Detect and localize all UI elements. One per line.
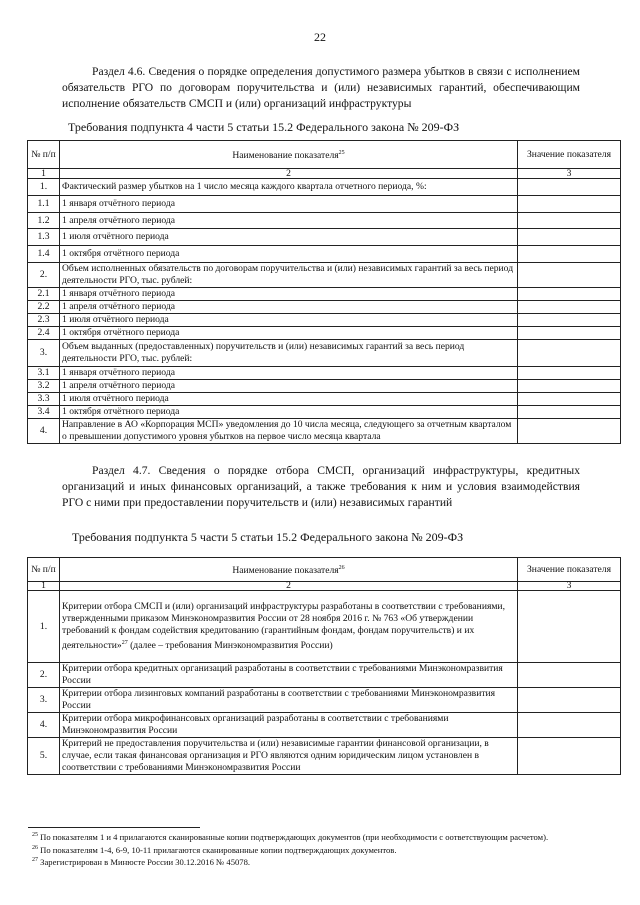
- row-indicator-name: 1 января отчётного периода: [60, 288, 518, 301]
- row-number: 2.2: [28, 301, 60, 314]
- table-row: [28, 738, 621, 775]
- footnote-divider: [28, 827, 200, 828]
- row-value-cell[interactable]: [518, 288, 621, 301]
- row-value-cell[interactable]: [518, 327, 621, 340]
- row-value-cell[interactable]: [518, 246, 621, 263]
- row-indicator-name: 1 июля отчётного периода: [60, 314, 518, 327]
- table-row: [28, 663, 621, 688]
- row-value-cell[interactable]: [518, 380, 621, 393]
- table-row: [28, 246, 621, 263]
- col-number: 2: [60, 582, 518, 591]
- row-indicator-name: 1 июля отчётного периода: [60, 229, 518, 246]
- row-indicator-name: 1 октября отчётного периода: [60, 246, 518, 263]
- row-number: 3.2: [28, 380, 60, 393]
- row-value-cell[interactable]: [518, 314, 621, 327]
- col-number: 2: [60, 169, 518, 179]
- row-number: 4.: [28, 419, 60, 444]
- table-row: [28, 688, 621, 713]
- col-number: 1: [28, 582, 60, 591]
- row-value-cell[interactable]: [518, 591, 621, 663]
- col-number: 3: [518, 169, 621, 179]
- table-row: [28, 263, 621, 288]
- row-indicator-name: Объем выданных (предоставленных) поручительств и (или) независимых гарантий за весь период деятельности РГО, тыс. рублей:: [60, 340, 518, 367]
- row-value-cell[interactable]: [518, 301, 621, 314]
- header-num: № п/п: [28, 141, 60, 169]
- row-number: 1.2: [28, 213, 60, 229]
- row-value-cell[interactable]: [518, 229, 621, 246]
- row-number: 2.1: [28, 288, 60, 301]
- row-value-cell[interactable]: [518, 340, 621, 367]
- row-indicator-name: Фактический размер убытков на 1 число месяца каждого квартала отчетного периода, %:: [60, 179, 518, 196]
- header-name: Наименование показателя$^{26}$: [60, 558, 518, 582]
- row-indicator-name: Направление в АО «Корпорация МСП» уведомления до 10 числа месяца, следующего за отчетным кварталом о превышении допустимого уровня убытков на первое число месяца квартала: [60, 419, 518, 444]
- section-4-7-requirement: Требования подпункта 5 части 5 статьи 15.2 Федерального закона № 209-ФЗ: [72, 530, 464, 544]
- row-indicator-name: Критерии отбора СМСП и (или) организаций инфраструктуры разработаны в соответствии с требованиями, утвержденными приказом Минэкономразвития России от 28 ноября 2016 г. № 763 «Об утверждении требований к фондам содействия кредитованию (гарантийным фондам, фондам поручительств) и их деятельности»$^{27}$ (далее – требования Минэкономразвития России): [60, 591, 518, 663]
- row-number: 5.: [28, 738, 60, 775]
- table-row: [28, 393, 621, 406]
- row-number: 3.1: [28, 367, 60, 380]
- row-value-cell[interactable]: [518, 406, 621, 419]
- table-row: [28, 367, 621, 380]
- row-number: 4.: [28, 713, 60, 738]
- row-indicator-name: 1 июля отчётного периода: [60, 393, 518, 406]
- table-row: [28, 314, 621, 327]
- indicators-table-4-6: [27, 140, 621, 444]
- row-value-cell[interactable]: [518, 663, 621, 688]
- row-indicator-name: Критерии отбора кредитных организаций разработаны в соответствии с требованиями Минэкономразвития России: [60, 663, 518, 688]
- row-value-cell[interactable]: [518, 713, 621, 738]
- row-indicator-name: 1 апреля отчётного периода: [60, 301, 518, 314]
- row-indicator-name: Критерии отбора микрофинансовых организаций разработаны в соответствии с требованиями Минэкономразвития России: [60, 713, 518, 738]
- row-indicator-name: 1 апреля отчётного периода: [60, 213, 518, 229]
- footnote: $^{26}$ По показателям 1-4, 6-9, 10-11 прилагаются сканированные копии подтверждающих документов.: [32, 845, 397, 855]
- header-num: № п/п: [28, 558, 60, 582]
- row-indicator-name: Объем исполненных обязательств по договорам поручительства и (или) независимых гарантий за весь период деятельности РГО, тыс. рублей:: [60, 263, 518, 288]
- row-number: 1.3: [28, 229, 60, 246]
- row-value-cell[interactable]: [518, 196, 621, 213]
- row-number: 2.: [28, 263, 60, 288]
- table-row: [28, 591, 621, 663]
- row-number: 2.4: [28, 327, 60, 340]
- page-number: 22: [314, 30, 326, 44]
- row-number: 3.: [28, 688, 60, 713]
- table-row: [28, 213, 621, 229]
- row-value-cell[interactable]: [518, 179, 621, 196]
- row-number: 2.: [28, 663, 60, 688]
- table-row: [28, 419, 621, 444]
- table-row: [28, 406, 621, 419]
- row-value-cell[interactable]: [518, 393, 621, 406]
- row-number: 1.1: [28, 196, 60, 213]
- row-indicator-name: Критерии отбора лизинговых компаний разработаны в соответствии с требованиями Минэкономразвития России: [60, 688, 518, 713]
- footnote: $^{27}$ Зарегистрирован в Минюсте России 30.12.2016 № 45078.: [32, 857, 251, 867]
- row-value-cell[interactable]: [518, 367, 621, 380]
- row-indicator-name: Критерий не предоставления поручительства и (или) независимые гарантии финансовой организации, в случае, если такая финансовая организация и РГО являются одним юридическим лицом установлен в соответствии с требованиями Минэкономразвития России: [60, 738, 518, 775]
- row-indicator-name: 1 октября отчётного периода: [60, 327, 518, 340]
- row-number: 1.: [28, 179, 60, 196]
- row-number: 2.3: [28, 314, 60, 327]
- row-indicator-name: 1 октября отчётного периода: [60, 406, 518, 419]
- col-number: 3: [518, 582, 621, 591]
- table-row: [28, 288, 621, 301]
- row-number: 1.4: [28, 246, 60, 263]
- section-4-6-title: Раздел 4.6. Сведения о порядке определения допустимого размера убытков в связи с исполнением обязательств РГО по договорам поручительства и (или) независимых гарантий, обеспечивающим исполнение обязательств СМСП и (или) организаций инфраструктуры: [62, 65, 580, 110]
- table-row: [28, 327, 621, 340]
- col-number: 1: [28, 169, 60, 179]
- table-row: [28, 301, 621, 314]
- row-number: 3.: [28, 340, 60, 367]
- row-value-cell[interactable]: [518, 213, 621, 229]
- header-name: Наименование показателя$^{25}$: [60, 141, 518, 169]
- row-indicator-name: 1 января отчётного периода: [60, 196, 518, 213]
- header-value: Значение показателя: [518, 141, 621, 169]
- indicators-table-4-7: [27, 557, 621, 775]
- row-number: 3.4: [28, 406, 60, 419]
- section-4-7-title: Раздел 4.7. Сведения о порядке отбора СМСП, организаций инфраструктуры, кредитных организаций и иных финансовых организаций, а также требования к ним и условия взаимодействия РГО с ними при предоставлении поручительств и (или) независимых гарантий: [62, 464, 580, 509]
- row-value-cell[interactable]: [518, 688, 621, 713]
- row-value-cell[interactable]: [518, 263, 621, 288]
- table-row: [28, 713, 621, 738]
- table-row: [28, 179, 621, 196]
- row-indicator-name: 1 апреля отчётного периода: [60, 380, 518, 393]
- row-value-cell[interactable]: [518, 738, 621, 775]
- table-row: [28, 380, 621, 393]
- row-indicator-name: 1 января отчётного периода: [60, 367, 518, 380]
- footnote: $^{25}$ По показателям 1 и 4 прилагаются сканированные копии подтверждающих документов (при необходимости с оответствующим расчетом).: [32, 832, 549, 842]
- section-4-6-requirement: Требования подпункта 4 части 5 статьи 15.2 Федерального закона № 209-ФЗ: [68, 120, 460, 134]
- table-row: [28, 229, 621, 246]
- table-row: [28, 196, 621, 213]
- row-value-cell[interactable]: [518, 419, 621, 444]
- header-value: Значение показателя: [518, 558, 621, 582]
- row-number: 1.: [28, 591, 60, 663]
- table-row: [28, 340, 621, 367]
- row-number: 3.3: [28, 393, 60, 406]
